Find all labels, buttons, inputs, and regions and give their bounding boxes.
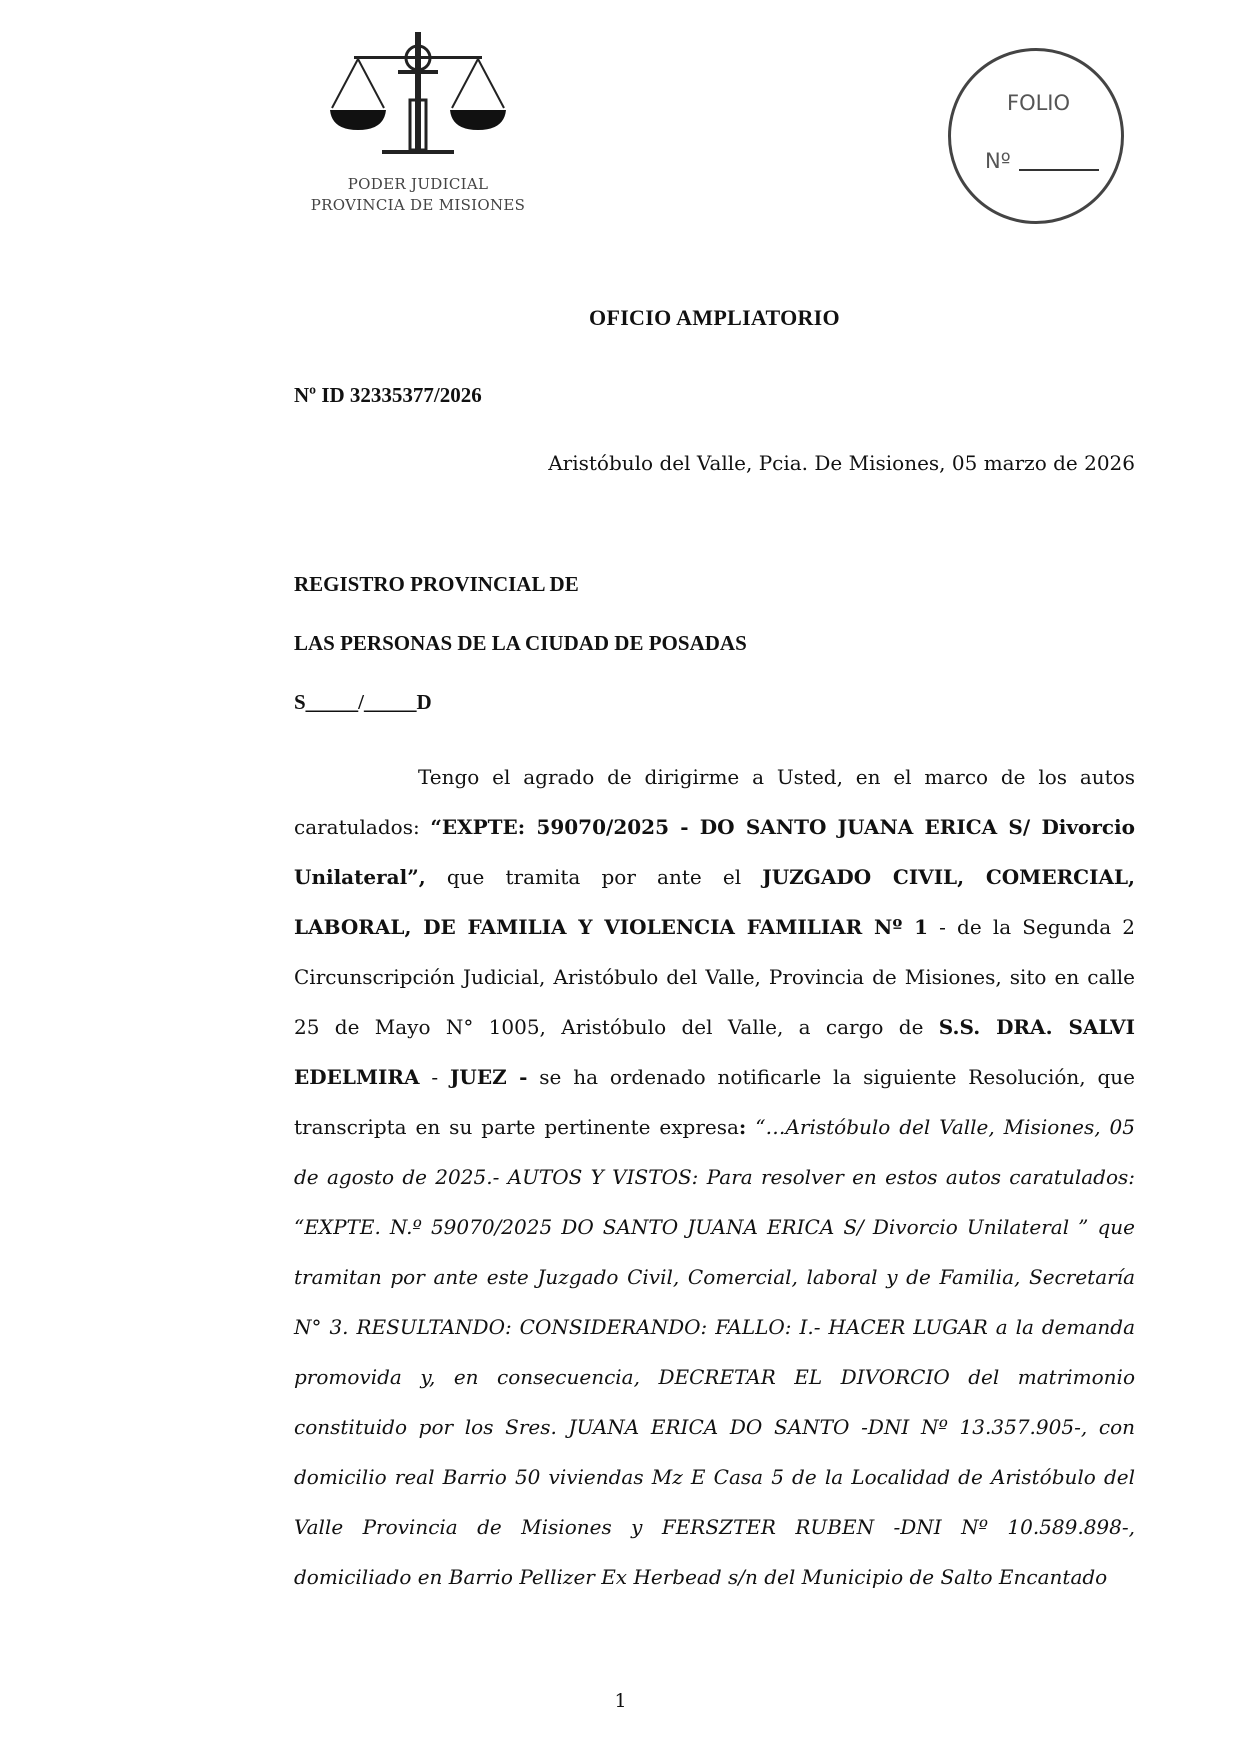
document-title: OFICIO AMPLIATORIO (589, 305, 840, 330)
salutation: S_____/_____D (294, 690, 432, 714)
folio-number-line (1019, 169, 1099, 171)
folio-label: FOLIO (1007, 91, 1071, 115)
judge-name: S.S. DRA. SALVI EDELMIRA (294, 1015, 1135, 1089)
page-number: 1 (614, 1690, 627, 1712)
body-colon: : (738, 1115, 747, 1139)
folio-stamp (948, 48, 1124, 224)
addressee-line-2: LAS PERSONAS DE LA CIUDAD DE POSADAS (294, 631, 747, 655)
body-text-4: - (419, 1065, 450, 1089)
addressee-line-1: REGISTRO PROVINCIAL DE (294, 572, 579, 596)
scales-of-justice-icon (326, 30, 510, 170)
body-paragraph (294, 752, 1135, 1602)
case-title: “EXPTE: 59070/2025 - DO SANTO JUANA ERICA S/ Divorcio Unilateral”, (294, 815, 1135, 889)
logo-text-line1: PODER JUDICIAL (347, 175, 489, 193)
court-name: JUZGADO CIVIL, COMERCIAL, LABORAL, DE FAMILIA Y VIOLENCIA FAMILIAR Nº 1 (294, 865, 1135, 939)
resolution-quote: “…Aristóbulo del Valle, Misiones, 05 de agosto de 2025.- AUTOS Y VISTOS: Para resolver en estos autos caratulados: “EXPTE. N.º 59070/2025 DO SANTO JUANA ERICA S/ Divorcio Unilateral ” que tramitan por ante este Juzgado Civil, Comercial, laboral y de Familia, Secretaría N° 3. RESULTANDO: CONSIDERANDO: FALLO: I.- HACER LUGAR a la demanda promovida y, en consecuencia, DECRETAR EL DIVORCIO del matrimonio constituido por los Sres. JUANA ERICA DO SANTO -DNI Nº 13.357.905-, con domicilio real Barrio 50 viviendas Mz E Casa 5 de la Localidad de Aristóbulo del Valle Provincia de Misiones y FERSZTER RUBEN -DNI Nº 10.589.898-, domiciliado en Barrio Pellizer Ex Herbead s/n del Municipio de Salto Encantado (294, 1115, 1135, 1589)
judge-title: JUEZ - (449, 1065, 528, 1089)
body-text-intro: Tengo el agrado de dirigirme a Usted, en el marco de los autos caratulados: (294, 765, 1135, 839)
body-text-3: - de la Segunda 2 Circunscripción Judicial, Aristóbulo del Valle, Provincia de Misiones, sito en calle 25 de Mayo N° 1005, Aristóbulo del Valle, a cargo de (294, 915, 1135, 1039)
body-text-2: que tramita por ante el (425, 865, 763, 889)
judicial-logo (308, 30, 528, 220)
document-reference: Nº ID 32335377/2026 (294, 383, 482, 407)
logo-text-line2: PROVINCIA DE MISIONES (310, 196, 526, 214)
date-line: Aristóbulo del Valle, Pcia. De Misiones, 05 marzo de 2026 (548, 451, 1135, 475)
folio-number-label: Nº (985, 149, 1011, 173)
body-text-5: se ha ordenado notificarle la siguiente Resolución, que transcripta en su parte pertinente expresa (294, 1065, 1135, 1139)
